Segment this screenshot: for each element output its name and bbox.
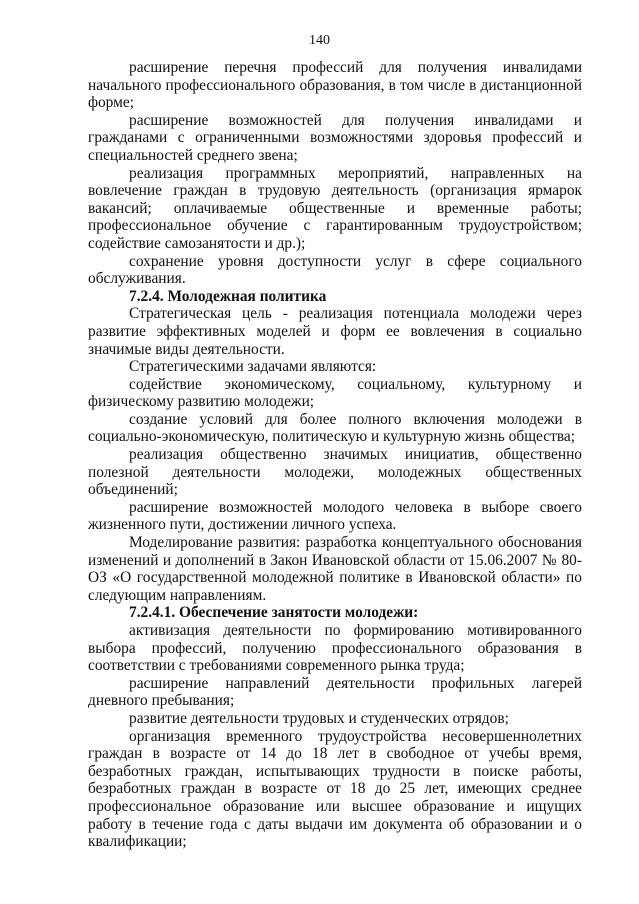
paragraph: сохранение уровня доступности услуг в сфере социального обслуживания. (88, 252, 582, 288)
section-heading: 7.2.4. Молодежная политика (129, 287, 327, 305)
paragraph: реализация общественно значимых инициатив, общественно полезной деятельности молодежи, молодежных общественных объединений; (88, 446, 582, 499)
paragraph: Стратегическими задачами являются: (129, 358, 377, 376)
paragraph: организация временного трудоустройства несовершеннолетних граждан в возрасте от 14 до 18 лет в свободное от учебы время, безработных граждан, испытывающих трудности в поиске работы, безработных граждан в возрасте от 18 до 25 лет, имеющих среднее профессиональное образование или высшее образование и ищущих работу в течение года с даты выдачи им документа об образовании и о квалификации; (88, 727, 582, 851)
paragraph: активизация деятельности по формированию мотивированного выбора профессий, получению профессионального образования в соответствии с требованиями современного рынка труда; (88, 622, 582, 675)
paragraph: Стратегическая цель - реализация потенциала молодежи через развитие эффективных моделей и форм ее вовлечения в социально значимые виды деятельности. (88, 305, 582, 358)
page-number: 140 (309, 33, 330, 48)
paragraph: развитие деятельности трудовых и студенческих отрядов; (129, 709, 509, 727)
document-body (88, 59, 582, 851)
paragraph: расширение направлений деятельности профильных лагерей дневного пребывания; (88, 674, 582, 710)
paragraph: создание условий для более полного включения молодежи в социально-экономическую, политическую и культурную жизнь общества; (88, 410, 582, 446)
paragraph: содействие экономическому, социальному, культурному и физическому развитию молодежи; (88, 375, 582, 411)
paragraph: расширение возможностей для получения инвалидами и гражданами с ограниченными возможностями здоровья профессий и специальностей среднего звена; (88, 111, 582, 164)
paragraph: расширение возможностей молодого человека в выборе своего жизненного пути, достижении личного успеха. (88, 498, 582, 534)
paragraph: реализация программных мероприятий, направленных на вовлечение граждан в трудовую деятельность (организация ярмарок вакансий; оплачиваемые общественные и временные работы; профессиональное обучение с гарантированным трудоустройством; содействие самозанятости и др.); (88, 164, 582, 252)
paragraph: расширение перечня профессий для получения инвалидами начального профессионального образования, в том числе в дистанционной форме; (88, 59, 582, 112)
section-heading: 7.2.4.1. Обеспечение занятости молодежи: (129, 604, 419, 622)
paragraph: Моделирование развития: разработка концептуального обоснования изменений и дополнений в Закон Ивановской области от 15.06.2007 № 80-ОЗ «О государственной молодежной политике в Ивановской области» по следующим направлениям. (88, 534, 582, 604)
